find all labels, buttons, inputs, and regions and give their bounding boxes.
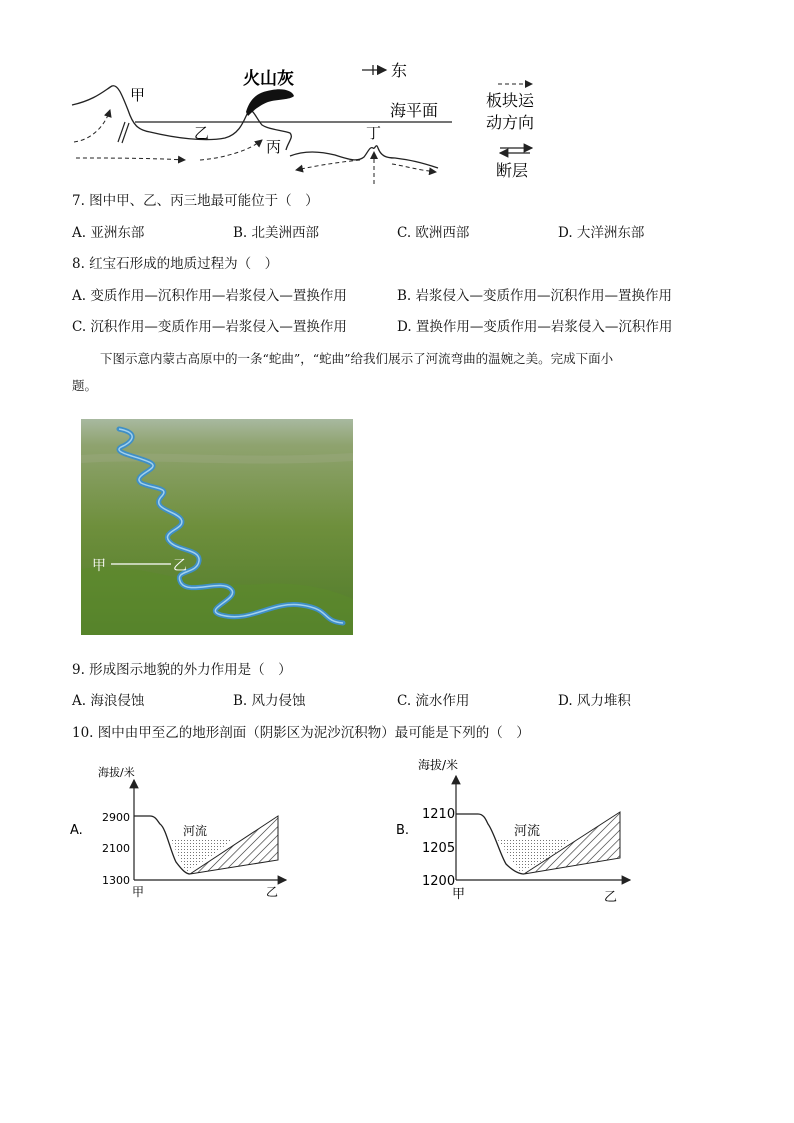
label-bing: 丙: [266, 138, 282, 156]
chart-a-option-label: A.: [70, 823, 83, 838]
chart-b-tick-top: 1210: [422, 807, 456, 822]
q9-option-a[interactable]: A. 海浪侵蚀: [72, 693, 145, 709]
q9-stem: 9. 形成图示地貌的外力作用是（ ）: [72, 662, 292, 678]
q8-option-d[interactable]: D. 置换作用—变质作用—岩浆侵入—沉积作用: [397, 319, 673, 335]
meander-river-photo: [81, 419, 353, 635]
label-jia: 甲: [130, 86, 146, 104]
plate-motion-arrow-1: [74, 110, 110, 142]
q7-option-b[interactable]: B. 北美洲西部: [233, 225, 320, 241]
plate-cross-section-diagram: [0, 0, 794, 200]
q8-option-c[interactable]: C. 沉积作用—变质作用—岩浆侵入—置换作用: [72, 319, 347, 335]
chart-a-river-label: 河流: [183, 824, 208, 838]
legend-fault-symbol: [500, 148, 532, 153]
photo-label-jia: 甲: [92, 558, 106, 574]
east-direction-arrow: [362, 65, 386, 75]
chart-a-x-end: 乙: [266, 885, 279, 899]
q9-option-c[interactable]: C. 流水作用: [397, 693, 470, 709]
label-sea-level: 海平面: [390, 101, 439, 120]
intro-line-1: 下图示意内蒙古高原中的一条“蛇曲”，“蛇曲”给我们展示了河流弯曲的温婉之美。完成下面小: [100, 351, 614, 366]
label-east: 东: [391, 61, 408, 80]
label-ding: 丁: [366, 124, 382, 142]
chart-b-x-end: 乙: [604, 890, 618, 905]
q7-option-c[interactable]: C. 欧洲西部: [397, 225, 470, 241]
plate-motion-arrow-4: [296, 160, 360, 170]
legend-plate-motion-line1: 板块运: [486, 91, 535, 110]
chart-b-x-start: 甲: [452, 887, 466, 902]
q8-option-b[interactable]: B. 岩浆侵入—变质作用—沉积作用—置换作用: [397, 288, 673, 304]
plate-motion-arrow-3: [200, 140, 262, 160]
q9-option-b[interactable]: B. 风力侵蚀: [233, 693, 306, 709]
q10-stem: 10. 图中由甲至乙的地形剖面（阴影区为泥沙沉积物）最可能是下列的（ ）: [72, 725, 530, 741]
q8-stem: 8. 红宝石形成的地质过程为（ ）: [72, 256, 279, 272]
chart-a-tick-bottom: 1300: [102, 874, 130, 887]
chart-b-tick-bottom: 1200: [422, 874, 456, 889]
photo-label-yi: 乙: [173, 558, 187, 574]
chart-b-tick-mid: 1205: [422, 841, 456, 856]
fault-symbol-near-jia: [118, 122, 129, 143]
chart-a-tick-mid: 2100: [102, 842, 130, 855]
chart-b-option-label: B.: [396, 823, 410, 838]
chart-a-x-start: 甲: [132, 885, 145, 899]
label-volcanic-ash: 火山灰: [243, 69, 294, 89]
intro-line-2: 题。: [72, 378, 98, 393]
legend-fault-label: 断层: [496, 161, 529, 180]
q7-stem: 7. 图中甲、乙、丙三地最可能位于（ ）: [72, 193, 319, 209]
q7-option-a[interactable]: A. 亚洲东部: [72, 225, 145, 241]
chart-a-ylabel: 海拔/米: [98, 766, 135, 779]
legend-plate-motion-line2: 动方向: [486, 113, 535, 132]
chart-b-river-label: 河流: [514, 824, 541, 839]
seafloor-profile-right: [290, 146, 438, 168]
profile-chart-a[interactable]: [66, 758, 306, 908]
profile-chart-b[interactable]: [392, 752, 642, 910]
q8-option-a[interactable]: A. 变质作用—沉积作用—岩浆侵入—置换作用: [72, 288, 347, 304]
chart-a-tick-top: 2900: [102, 811, 130, 824]
q7-option-d[interactable]: D. 大洋洲东部: [558, 225, 645, 241]
label-yi: 乙: [194, 124, 210, 142]
plate-motion-arrow-2: [76, 158, 185, 160]
q9-option-d[interactable]: D. 风力堆积: [558, 693, 631, 709]
chart-b-ylabel: 海拔/米: [418, 758, 459, 772]
